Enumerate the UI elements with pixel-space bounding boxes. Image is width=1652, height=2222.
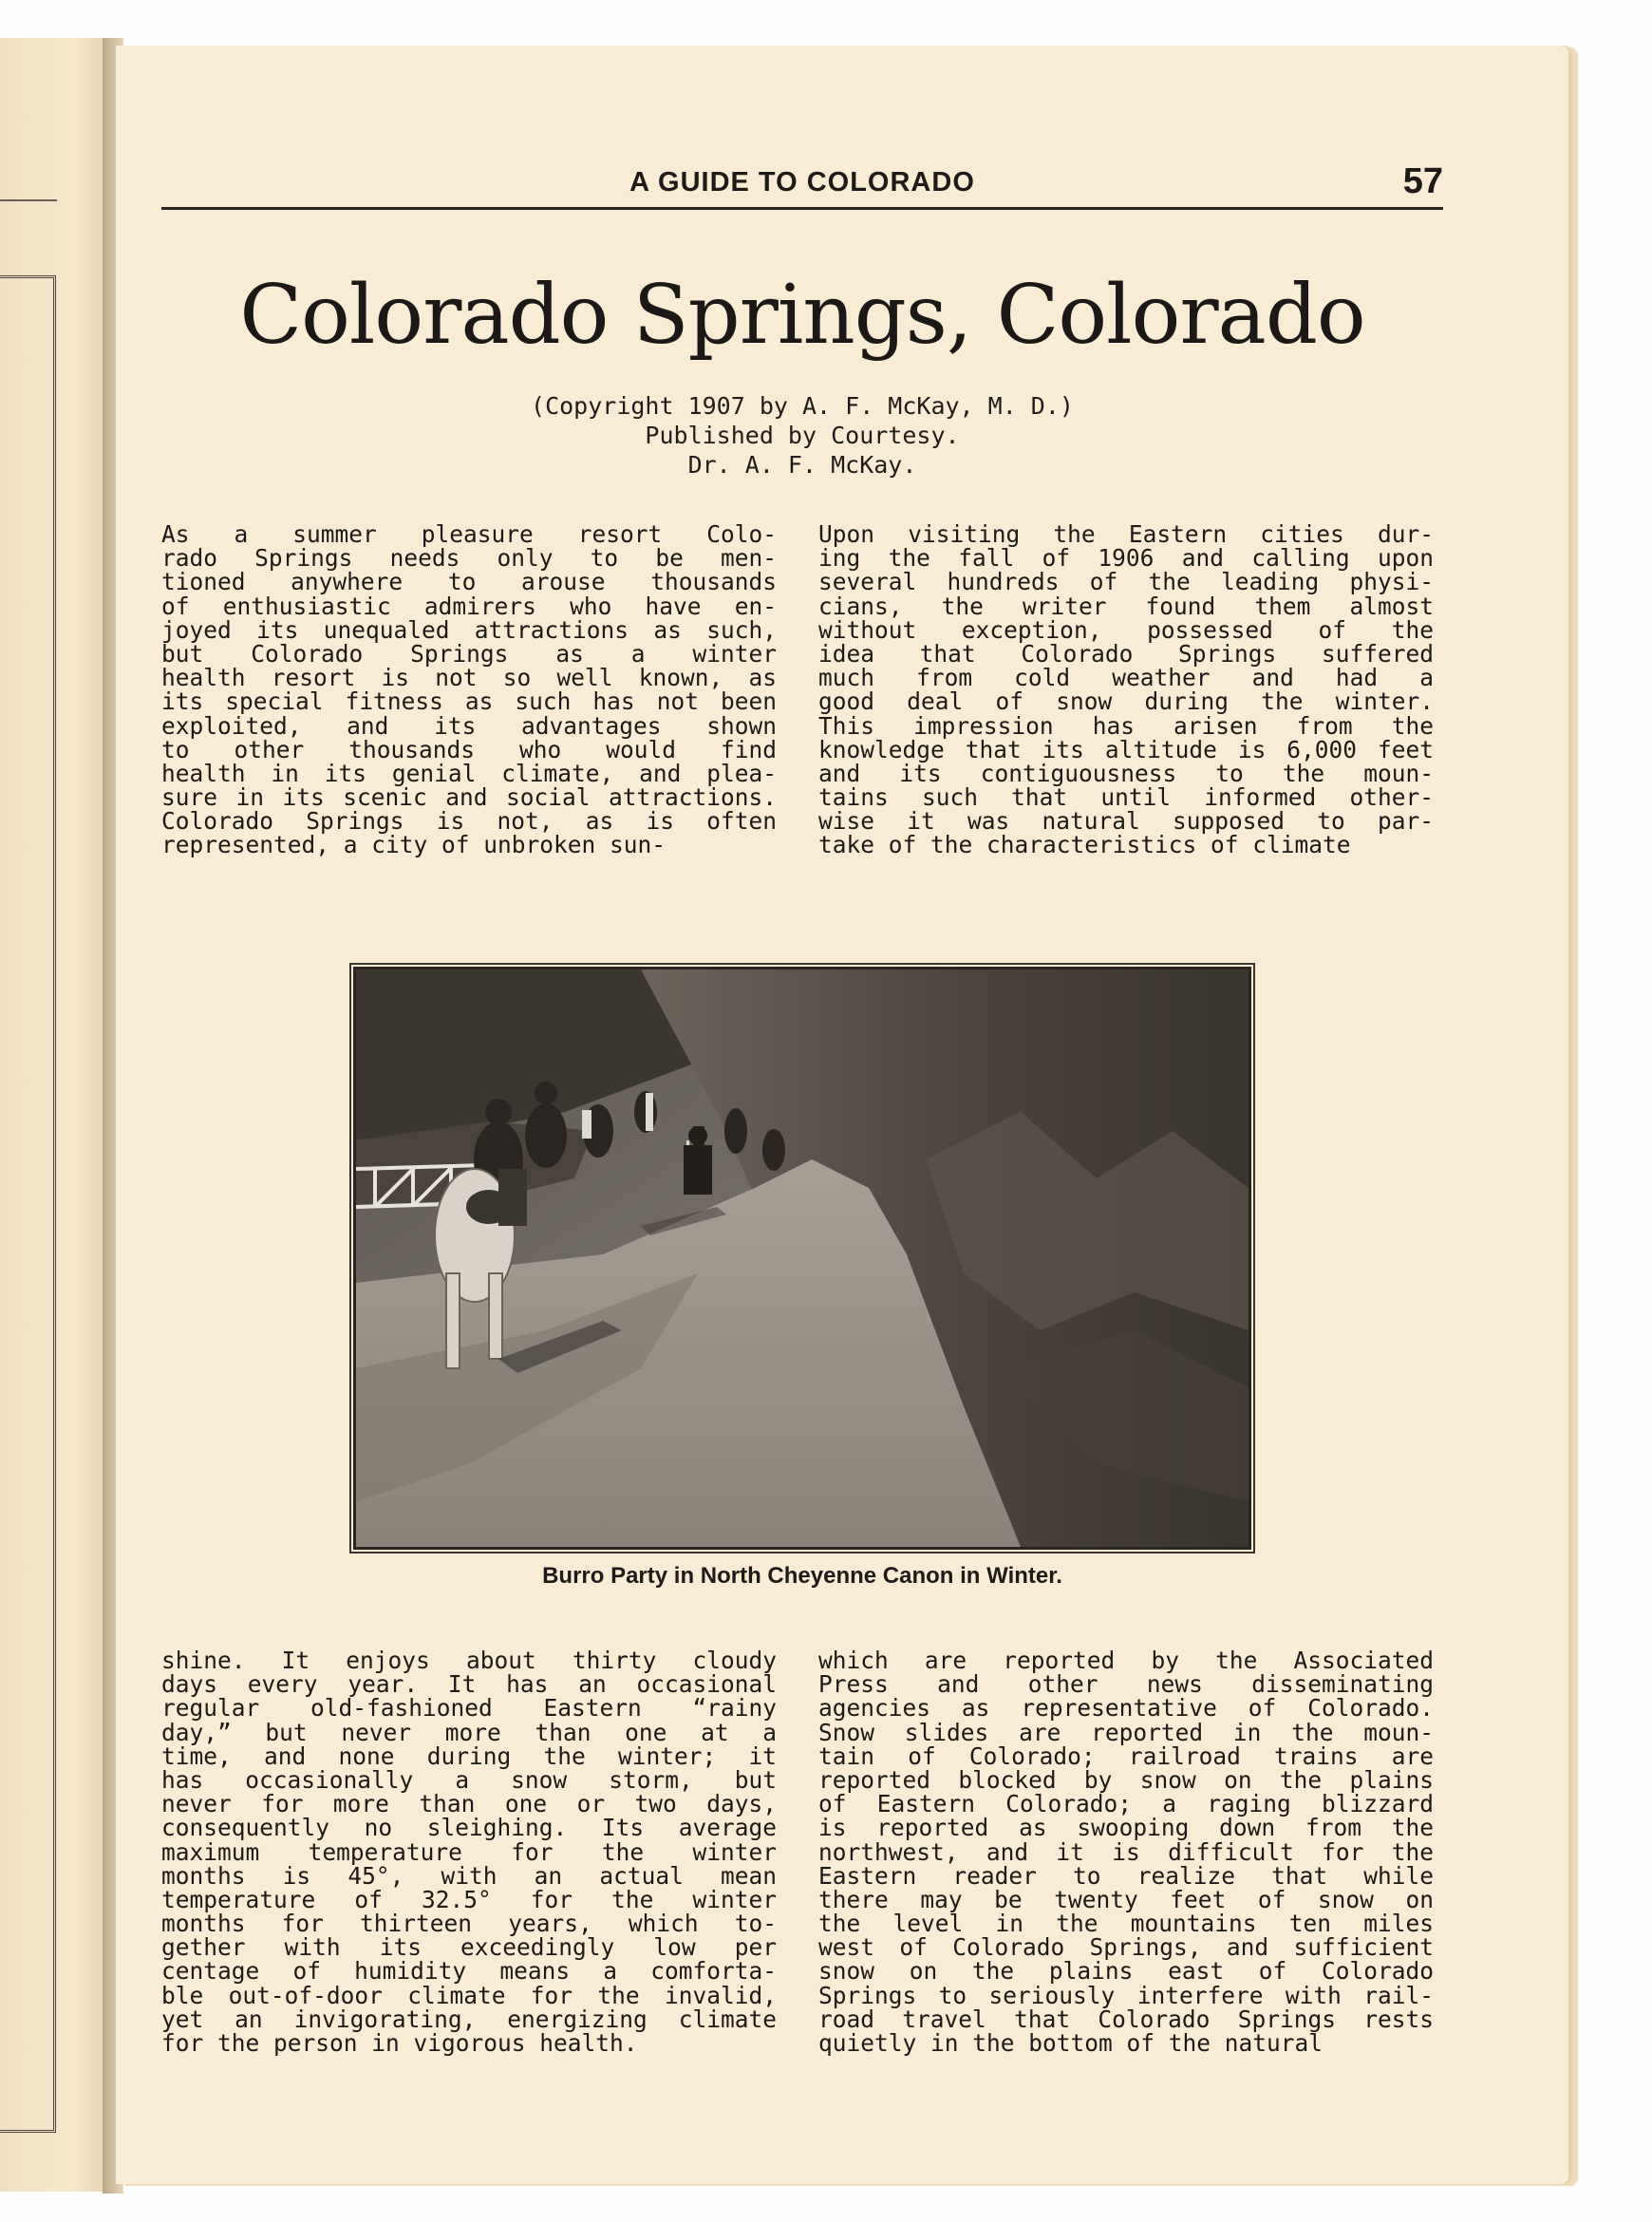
text-line: consequently no sleighing. Its average [161,1814,777,1842]
byline-copyright: (Copyright 1907 by A. F. McKay, M. D.) [531,392,1074,420]
text-line: ing the fall of 1906 and calling upon [818,544,1434,573]
text-line: which are reported by the Associated [818,1647,1434,1674]
text-line: days every year. It has an occasional [161,1670,777,1699]
byline-published: Published by Courtesy. [645,422,960,449]
text-line: never for more than one or two days, [161,1790,777,1818]
text-line: road travel that Colorado Springs rests [818,2005,1434,2033]
text-line: reported blocked by snow on the plains [818,1765,1434,1794]
text-line: without exception, possessed of the [818,615,1434,644]
text-line: snow on the plains east of Colorado [818,1957,1434,1986]
text-line: day,” but never more than one at a [161,1718,777,1746]
text-line: sure in its scenic and social attractions. [161,783,777,812]
text-line: much from cold weather and had a [818,664,1434,692]
text-line: of Eastern Colorado; a raging blizzard [818,1790,1434,1818]
text-line: tain of Colorado; railroad trains are [818,1742,1434,1770]
photo-image [356,970,1248,1547]
text-line: health resort is not so well known, as [161,664,777,692]
text-line: the level in the mountains ten miles [818,1910,1434,1938]
text-line: its special fitness as such has not been [161,687,777,716]
text-line: northwest, and it is difficult for the [818,1837,1434,1866]
text-line: centage of humidity means a comforta- [161,1957,777,1986]
text-line: Press and other news disseminating [818,1670,1434,1699]
text-line: quietly in the bottom of the natural [818,2029,1323,2057]
left-page-rule [0,199,57,201]
text-line: yet an invigorating, energizing climate [161,2005,777,2033]
text-line: of enthusiastic admirers who have en- [161,592,777,620]
column-right-bottom [818,1648,1434,2055]
text-line: ble out-of-door climate for the invalid, [161,1981,777,2009]
article-title: Colorado Springs, Colorado [239,268,1365,363]
column-left-bottom [161,1648,777,2055]
text-line: there may be twenty feet of snow on [818,1885,1434,1913]
text-line: west of Colorado Springs, and sufficient [818,1933,1434,1962]
text-line: good deal of snow during the winter. [818,687,1434,716]
text-line: regular old-fashioned Eastern “rainy [161,1694,777,1723]
left-page-frame [0,275,56,2133]
text-line: take of the characteristics of climate [818,831,1351,859]
text-line: represented, a city of unbroken sun- [161,831,666,859]
text-line: time, and none during the winter; it [161,1742,777,1770]
text-line: knowledge that its altitude is 6,000 feet [818,735,1434,763]
text-line: tioned anywhere to arouse thousands [161,568,777,596]
text-line: Colorado Springs is not, as is often [161,807,777,836]
text-line: gether with its exceedingly low per [161,1933,777,1962]
text-line: Eastern reader to realize that while [818,1861,1434,1890]
text-line: but Colorado Springs as a winter [161,639,777,668]
text-line: cians, the writer found them almost [818,592,1434,620]
text-line: agencies as representative of Colorado. [818,1694,1434,1723]
byline [161,391,1443,480]
text-line: tains such that until informed other- [818,783,1434,812]
text-line: idea that Colorado Springs suffered [818,639,1434,668]
text-line: is reported as swooping down from the [818,1814,1434,1842]
text-line: to other thousands who would find [161,735,777,763]
text-line: rado Springs needs only to be men- [161,544,777,573]
text-line: Snow slides are reported in the moun- [818,1718,1434,1746]
column-left-top [161,522,777,857]
text-line: Upon visiting the Eastern cities dur- [818,520,1434,548]
text-line: shine. It enjoys about thirty cloudy [161,1647,777,1674]
text-line: and its contiguousness to the moun- [818,759,1434,787]
column-right-top [818,522,1434,857]
text-line: maximum temperature for the winter [161,1837,777,1866]
running-header [161,161,1443,210]
photo-caption: Burro Party in North Cheyenne Canon in Winter. [542,1563,1062,1589]
page-number: 57 [1402,161,1443,201]
running-title: A GUIDE TO COLORADO [629,167,975,198]
text-line: Springs to seriously interfere with rail- [818,1981,1434,2009]
text-line: has occasionally a snow storm, but [161,1765,777,1794]
burro-party-photo [353,967,1251,1550]
text-line: several hundreds of the leading physi- [818,568,1434,596]
text-line: joyed its unequaled attractions as such, [161,615,777,644]
text-line: As a summer pleasure resort Colo- [161,520,777,548]
text-line: exploited, and its advantages shown [161,711,777,740]
text-line: temperature of 32.5° for the winter [161,1885,777,1913]
text-line: for the person in vigorous health. [161,2029,638,2057]
text-line: health in its genial climate, and plea- [161,759,777,787]
text-line: months is 45°, with an actual mean [161,1861,777,1890]
text-line: months for thirteen years, which to- [161,1910,777,1938]
text-line: This impression has arisen from the [818,711,1434,740]
byline-author: Dr. A. F. McKay. [687,451,917,479]
text-line: wise it was natural supposed to par- [818,807,1434,836]
